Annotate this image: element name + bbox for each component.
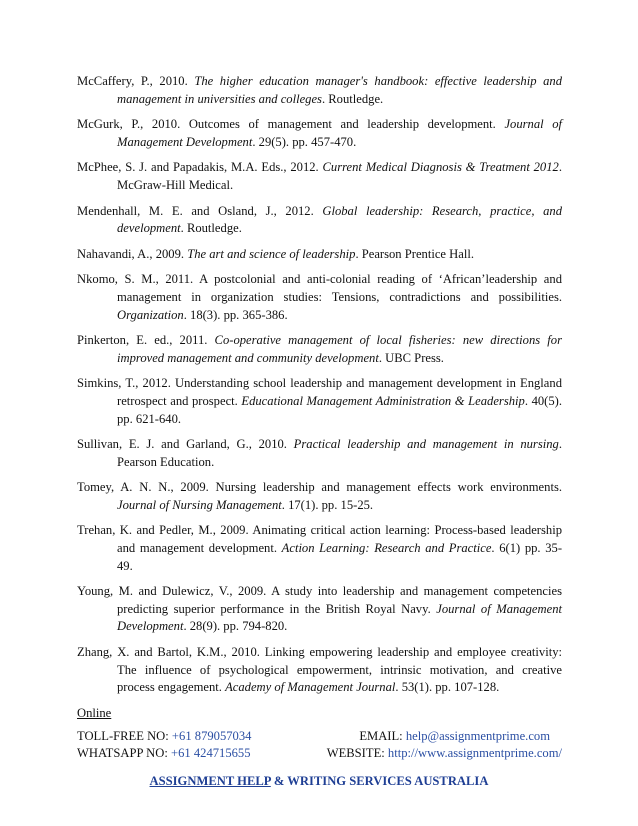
reference-entry: Nahavandi, A., 2009. The art and science of leadership. Pearson Prentice Hall.	[77, 246, 474, 261]
reference-entry: Simkins, T., 2012. Understanding school leadership and management development in England retrospect and prospect. Educational Management Administration & Leadership. 40(5). pp. 621-640.	[77, 376, 562, 426]
reference-entry: Young, M. and Dulewicz, V., 2009. A study into leadership and management competencies predicting superior performance in the British Royal Navy. Journal of Management Development. 28(9). pp. 794-820.	[77, 584, 562, 634]
reference-entry: Pinkerton, E. ed., 2011. Co-operative management of local fisheries: new directions for improved management and community development. UBC Press.	[77, 333, 562, 365]
reference-entry: McCaffery, P., 2010. The higher education manager's handbook: effective leadership and management in universities and colleges. Routledge.	[77, 74, 562, 106]
reference-entry: Trehan, K. and Pedler, M., 2009. Animating critical action learning: Process-based leadership and management development. Action Learning: Research and Practice. 6(1) pp. 35-49.	[77, 523, 563, 573]
email-info: EMAIL: help@assignmentprime.com	[359, 729, 550, 743]
tollfree-info: TOLL-FREE NO: +61 879057034	[77, 729, 252, 743]
reference-entry: Zhang, X. and Bartol, K.M., 2010. Linking empowering leadership and employee creativity: The influence of psychological empowerment, intrinsic motivation, and creative process engagement. Academy of Management Journal. 53(1). pp. 107-128.	[77, 645, 562, 695]
tollfree-number[interactable]: +61 879057034	[171, 729, 252, 743]
brand-link[interactable]: ASSIGNMENT HELP	[149, 774, 271, 788]
reference-entry: Nkomo, S. M., 2011. A postcolonial and anti-colonial reading of ‘African’leadership and management in organization studies: Tensions, contradictions and possibilities. Organization. 18(3). pp. 365-386.	[77, 272, 562, 322]
website-link[interactable]: http://www.assignmentprime.com/	[387, 746, 562, 760]
brand-tagline: & WRITING SERVICES AUSTRALIA	[270, 774, 489, 788]
whatsapp-info: WHATSAPP NO: +61 424715655	[77, 746, 251, 760]
reference-entry: Sullivan, E. J. and Garland, G., 2010. Practical leadership and management in nursing. Pearson Education.	[77, 437, 562, 469]
reference-entry: McPhee, S. J. and Papadakis, M.A. Eds., 2012. Current Medical Diagnosis & Treatment 2012. McGraw-Hill Medical.	[77, 160, 562, 192]
whatsapp-number[interactable]: +61 424715655	[171, 746, 251, 760]
reference-entry: McGurk, P., 2010. Outcomes of management and leadership development. Journal of Management Development. 29(5). pp. 457-470.	[77, 117, 563, 149]
reference-list	[77, 73, 562, 722]
reference-entry: Mendenhall, M. E. and Osland, J., 2012. Global leadership: Research, practice, and development. Routledge.	[77, 203, 562, 236]
footer-row-2	[77, 745, 562, 762]
brand-banner	[0, 774, 638, 789]
email-link[interactable]: help@assignmentprime.com	[405, 729, 550, 743]
website-info: WEBSITE: http://www.assignmentprime.com/	[326, 746, 562, 760]
contact-footer	[77, 728, 562, 762]
online-heading: Online	[77, 705, 112, 720]
reference-entry: Tomey, A. N. N., 2009. Nursing leadership and management effects work environments. Journal of Nursing Management. 17(1). pp. 15-25.	[77, 480, 562, 512]
footer-row-1	[77, 728, 562, 745]
